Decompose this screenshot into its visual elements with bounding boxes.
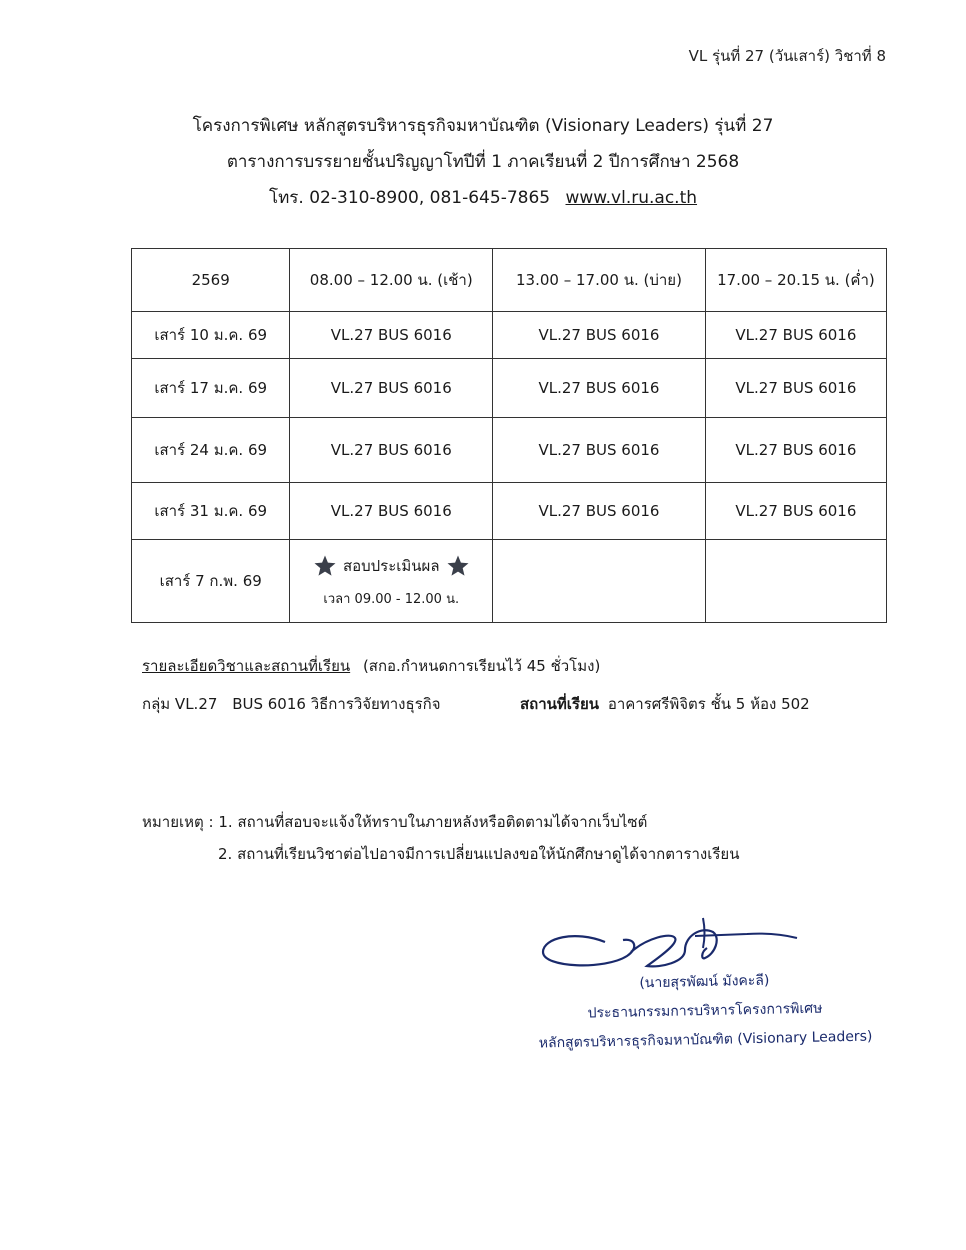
website-link[interactable]: www.vl.ru.ac.th xyxy=(565,188,698,208)
row-date: เสาร์ 10 ม.ค. 69 xyxy=(132,312,290,359)
empty-cell xyxy=(493,540,706,623)
morning-session: VL.27 BUS 6016 xyxy=(290,418,493,483)
signer-title-2: หลักสูตรบริหารธุรกิจมหาบัณฑิต (Visionary Leaders) xyxy=(538,1028,873,1052)
evening-session: VL.27 BUS 6016 xyxy=(705,312,886,359)
exam-time: เวลา 09.00 - 12.00 น. xyxy=(323,591,460,607)
row-date: เสาร์ 7 ก.พ. 69 xyxy=(132,540,290,623)
header-year: 2569 xyxy=(132,249,290,312)
afternoon-session: VL.27 BUS 6016 xyxy=(493,312,706,359)
header-contact xyxy=(0,180,966,216)
header-subtitle: ตารางการบรรยายชั้นปริญญาโทปีที่ 1 ภาคเรียนที่ 2 ปีการศึกษา 2568 xyxy=(226,152,740,172)
location-value: อาคารศรีพิจิตร ชั้น 5 ห้อง 502 xyxy=(607,695,810,713)
note-2: 2. สถานที่เรียนวิชาต่อไปอาจมีการเปลี่ยนแปลงขอให้นักศึกษาดูได้จากตารางเรียน xyxy=(218,845,740,863)
exam-title xyxy=(291,554,491,578)
afternoon-session: VL.27 BUS 6016 xyxy=(493,483,706,540)
hours-note: (สกอ.กำหนดการเรียนไว้ 45 ชั่วโมง) xyxy=(362,657,601,675)
table-row-exam xyxy=(132,540,887,623)
evening-session: VL.27 BUS 6016 xyxy=(705,483,886,540)
star-icon xyxy=(446,554,470,578)
row-date: เสาร์ 24 ม.ค. 69 xyxy=(132,418,290,483)
phone-numbers: โทร. 02-310-8900, 081-645-7865 xyxy=(268,188,551,208)
note-line-1 xyxy=(142,806,739,838)
location-label: สถานที่เรียน xyxy=(520,695,600,713)
group-label: กลุ่ม VL.27 xyxy=(142,695,218,713)
row-date: เสาร์ 17 ม.ค. 69 xyxy=(132,359,290,418)
course-name: BUS 6016 วิธีการวิจัยทางธุรกิจ xyxy=(232,695,441,713)
exam-label: สอบประเมินผล xyxy=(342,556,440,575)
handwritten-signature xyxy=(535,908,805,974)
course-details xyxy=(142,654,600,678)
notes xyxy=(142,806,739,870)
afternoon-session: VL.27 BUS 6016 xyxy=(493,359,706,418)
header-afternoon: 13.00 – 17.00 น. (บ่าย) xyxy=(493,249,706,312)
exam-cell xyxy=(290,540,493,623)
morning-session: VL.27 BUS 6016 xyxy=(290,359,493,418)
signer-title-1: ประธานกรรมการบริหารโครงการพิเศษ xyxy=(587,1000,823,1022)
table-row xyxy=(132,312,887,359)
table-row xyxy=(132,359,887,418)
morning-session: VL.27 BUS 6016 xyxy=(290,483,493,540)
group-line xyxy=(142,692,441,716)
corner-label: VL รุ่นที่ 27 (วันเสาร์) วิชาที่ 8 xyxy=(688,47,886,65)
row-date: เสาร์ 31 ม.ค. 69 xyxy=(132,483,290,540)
evening-session: VL.27 BUS 6016 xyxy=(705,418,886,483)
details-heading: รายละเอียดวิชาและสถานที่เรียน xyxy=(142,657,351,675)
note-1: 1. สถานที่สอบจะแจ้งให้ทราบในภายหลังหรือติดตามได้จากเว็บไซต์ xyxy=(218,813,648,831)
header-morning: 08.00 – 12.00 น. (เช้า) xyxy=(290,249,493,312)
header-evening: 17.00 – 20.15 น. (ค่ำ) xyxy=(705,249,886,312)
signature-block xyxy=(519,964,891,1059)
header-title: โครงการพิเศษ หลักสูตรบริหารธุรกิจมหาบัณฑิต (Visionary Leaders) รุ่นที่ 27 xyxy=(192,116,774,136)
signer-name: (นายสุรพัฒน์ มังคะลี) xyxy=(639,972,770,992)
morning-session: VL.27 BUS 6016 xyxy=(290,312,493,359)
location-line xyxy=(520,692,810,716)
table-header-row xyxy=(132,249,887,312)
evening-session: VL.27 BUS 6016 xyxy=(705,359,886,418)
table-row xyxy=(132,418,887,483)
table-row xyxy=(132,483,887,540)
star-icon xyxy=(313,554,337,578)
afternoon-session: VL.27 BUS 6016 xyxy=(493,418,706,483)
notes-label: หมายเหตุ : xyxy=(142,813,214,831)
empty-cell xyxy=(705,540,886,623)
document-header xyxy=(0,108,966,216)
schedule-table xyxy=(131,248,887,623)
